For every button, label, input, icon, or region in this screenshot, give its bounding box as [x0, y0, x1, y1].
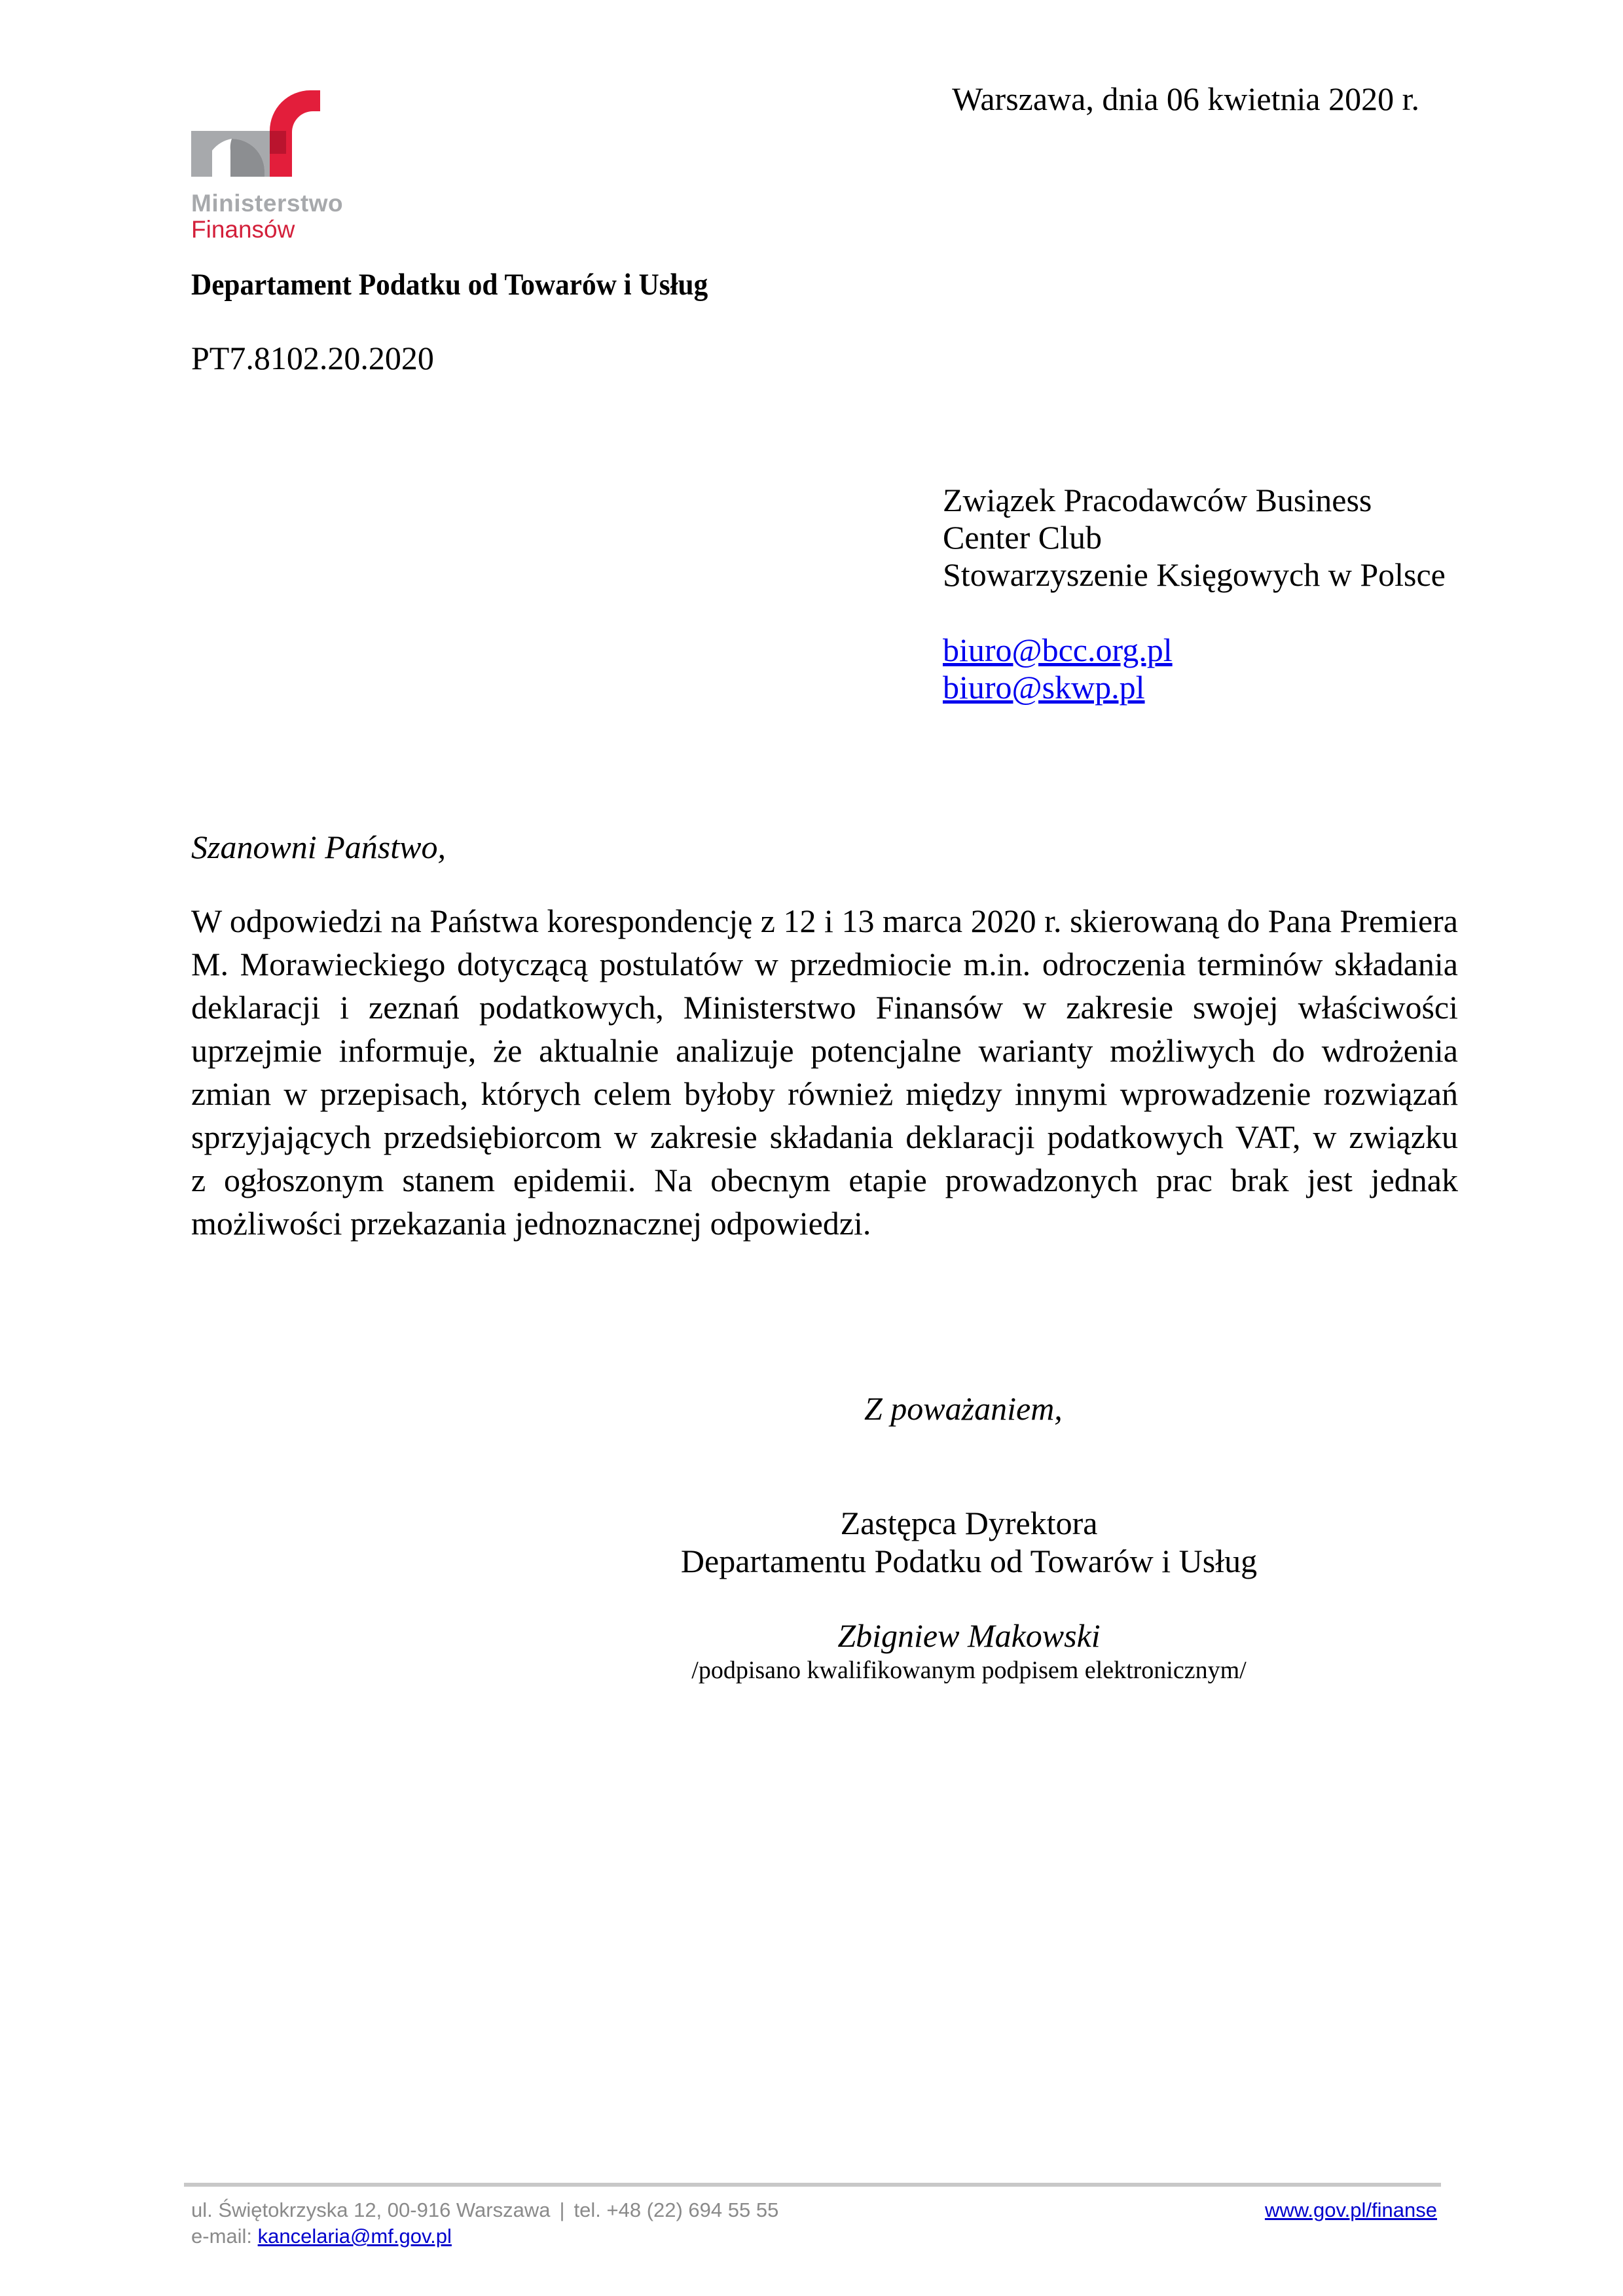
e-signature-note: /podpisano kwalifikowanym podpisem elektronicznym/ [691, 1657, 1247, 1684]
website-link[interactable]: www.gov.pl/finanse [1264, 2198, 1437, 2221]
logo-text-ministerstwo: Ministerstwo [191, 190, 344, 217]
body-line: zmian w przepisach, których celem byłoby również między innymi wprowadzenie rozwiązań [191, 1075, 1458, 1112]
recipient-emails [943, 632, 1173, 706]
body-line: M. Morawieckiego dotyczącą postulatów w przedmiocie m.in. odroczenia terminów składania [191, 946, 1458, 982]
footer-email-label: e-mail: [191, 2225, 253, 2248]
footer-website [1244, 2197, 1437, 2223]
mf-logo-mark-icon [191, 85, 335, 183]
body-line: uprzejmie informuje, że aktualnie analizuje potencjalne warianty możliwych do wdrożenia [191, 1032, 1458, 1069]
signatory-title-line: Zastępca Dyrektora [840, 1505, 1098, 1541]
body-line: sprzyjających przedsiębiorcom w zakresie składania deklaracji podatkowych VAT, w związku [191, 1119, 1458, 1155]
department-heading: Departament Podatku od Towarów i Usług [191, 268, 708, 302]
closing-phrase: Z poważaniem, [864, 1390, 1063, 1427]
reference-number: PT7.8102.20.2020 [191, 340, 434, 376]
signatory-title-line: Departamentu Podatku od Towarów i Usług [680, 1543, 1258, 1579]
body-line: możliwości przekazania jednoznacznej odpowiedzi. [191, 1205, 871, 1242]
recipient-line: Center Club [943, 519, 1103, 556]
body-line: W odpowiedzi na Państwa korespondencję z 12 i 13 marca 2020 r. skierowaną do Pana Premiera [191, 903, 1458, 939]
recipient-line: Związek Pracodawców Business [943, 482, 1372, 518]
email-link-bcc[interactable]: biuro@bcc.org.pl [943, 632, 1173, 668]
salutation: Szanowni Państwo, [191, 829, 446, 865]
logo-text-finansow: Finansów [191, 216, 295, 243]
letter-date: Warszawa, dnia 06 kwietnia 2020 r. [952, 81, 1419, 117]
email-link-skwp[interactable]: biuro@skwp.pl [943, 669, 1145, 706]
ministry-logo [191, 85, 368, 242]
footer-phone: tel. +48 (22) 694 55 55 [574, 2198, 779, 2221]
footer-email-link[interactable]: kancelaria@mf.gov.pl [257, 2225, 452, 2248]
recipient-line: Stowarzyszenie Księgowych w Polsce [943, 556, 1446, 593]
footer-contact [191, 2197, 778, 2250]
footer-separator: | [559, 2198, 565, 2221]
recipient-address [943, 482, 1446, 594]
letter-body [191, 899, 1458, 1245]
footer-address: ul. Świętokrzyska 12, 00-916 Warszawa [191, 2198, 551, 2221]
body-line: z ogłoszonym stanem epidemii. Na obecnym etapie prowadzonych prac brak jest jednak [191, 1162, 1458, 1198]
footer-divider [184, 2183, 1441, 2187]
signatory-title [655, 1504, 1283, 1580]
signatory-name: Zbigniew Makowski [837, 1617, 1101, 1654]
body-line: deklaracji i zeznań podatkowych, Ministerstwo Finansów w zakresie swojej właściwości [191, 989, 1458, 1026]
